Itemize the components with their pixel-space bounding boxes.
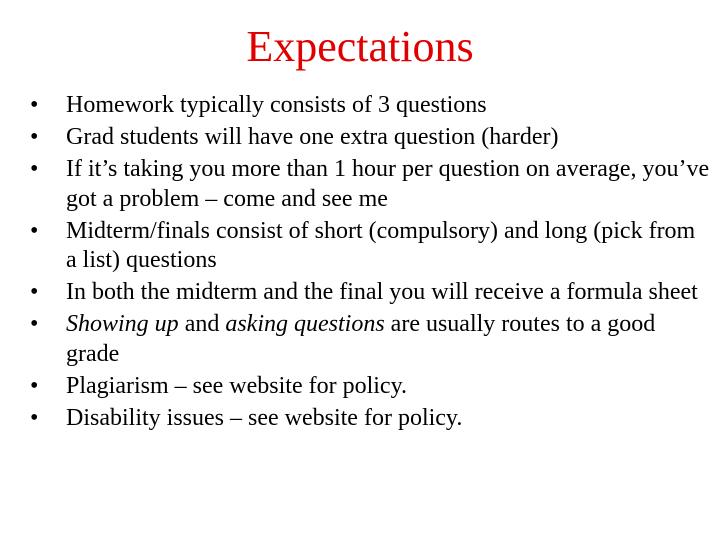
bullet-emphasis: asking questions — [225, 311, 385, 337]
bullet-item — [30, 404, 710, 434]
bullet-segment: Plagiarism – see website for policy. — [66, 372, 408, 399]
bullet-dot-icon: • — [30, 311, 39, 337]
bullet-dot-icon: • — [30, 156, 39, 182]
bullet-segment: and — [178, 311, 226, 337]
bullet-dot-icon: • — [30, 279, 39, 305]
bullet-item — [30, 372, 710, 402]
slide-title: Expectations — [246, 22, 474, 71]
bullet-text — [66, 218, 695, 274]
bullet-segment: are usually routes to a good grade — [66, 311, 656, 367]
bullet-segment: Homework typically consists of 3 questions — [66, 92, 487, 118]
bullet-segment: Disability issues – see website for policy. — [66, 404, 463, 431]
bullet-item — [30, 310, 710, 369]
bullet-item — [30, 278, 710, 308]
bullet-text — [66, 156, 709, 212]
bullet-item — [30, 123, 710, 153]
bullet-text — [66, 373, 407, 399]
bullet-dot-icon: • — [30, 124, 39, 150]
bullet-text — [66, 311, 655, 367]
bullet-emphasis: Showing up — [66, 311, 179, 337]
bullet-dot-icon: • — [30, 404, 39, 431]
bullet-dot-icon: • — [30, 217, 39, 244]
bullet-item — [30, 217, 710, 276]
bullet-item — [30, 91, 710, 121]
bullet-segment: If it’s taking you more than 1 hour per question on average, you’ve got a problem – come and see me — [66, 156, 710, 212]
bullet-text — [66, 279, 698, 305]
bullet-segment: Midterm/finals consist of short (compulsory) and long (pick from a list) questions — [66, 217, 696, 273]
bullet-text — [66, 124, 559, 150]
bullet-segment: In both the midterm and the final you will receive a formula sheet — [66, 279, 698, 305]
bullet-dot-icon: • — [30, 92, 39, 118]
bullet-dot-icon: • — [30, 372, 39, 399]
bullet-list — [30, 91, 710, 436]
bullet-text — [66, 405, 462, 431]
bullet-item — [30, 155, 710, 214]
bullet-text — [66, 92, 487, 118]
bullet-segment: Grad students will have one extra question (harder) — [66, 124, 559, 150]
